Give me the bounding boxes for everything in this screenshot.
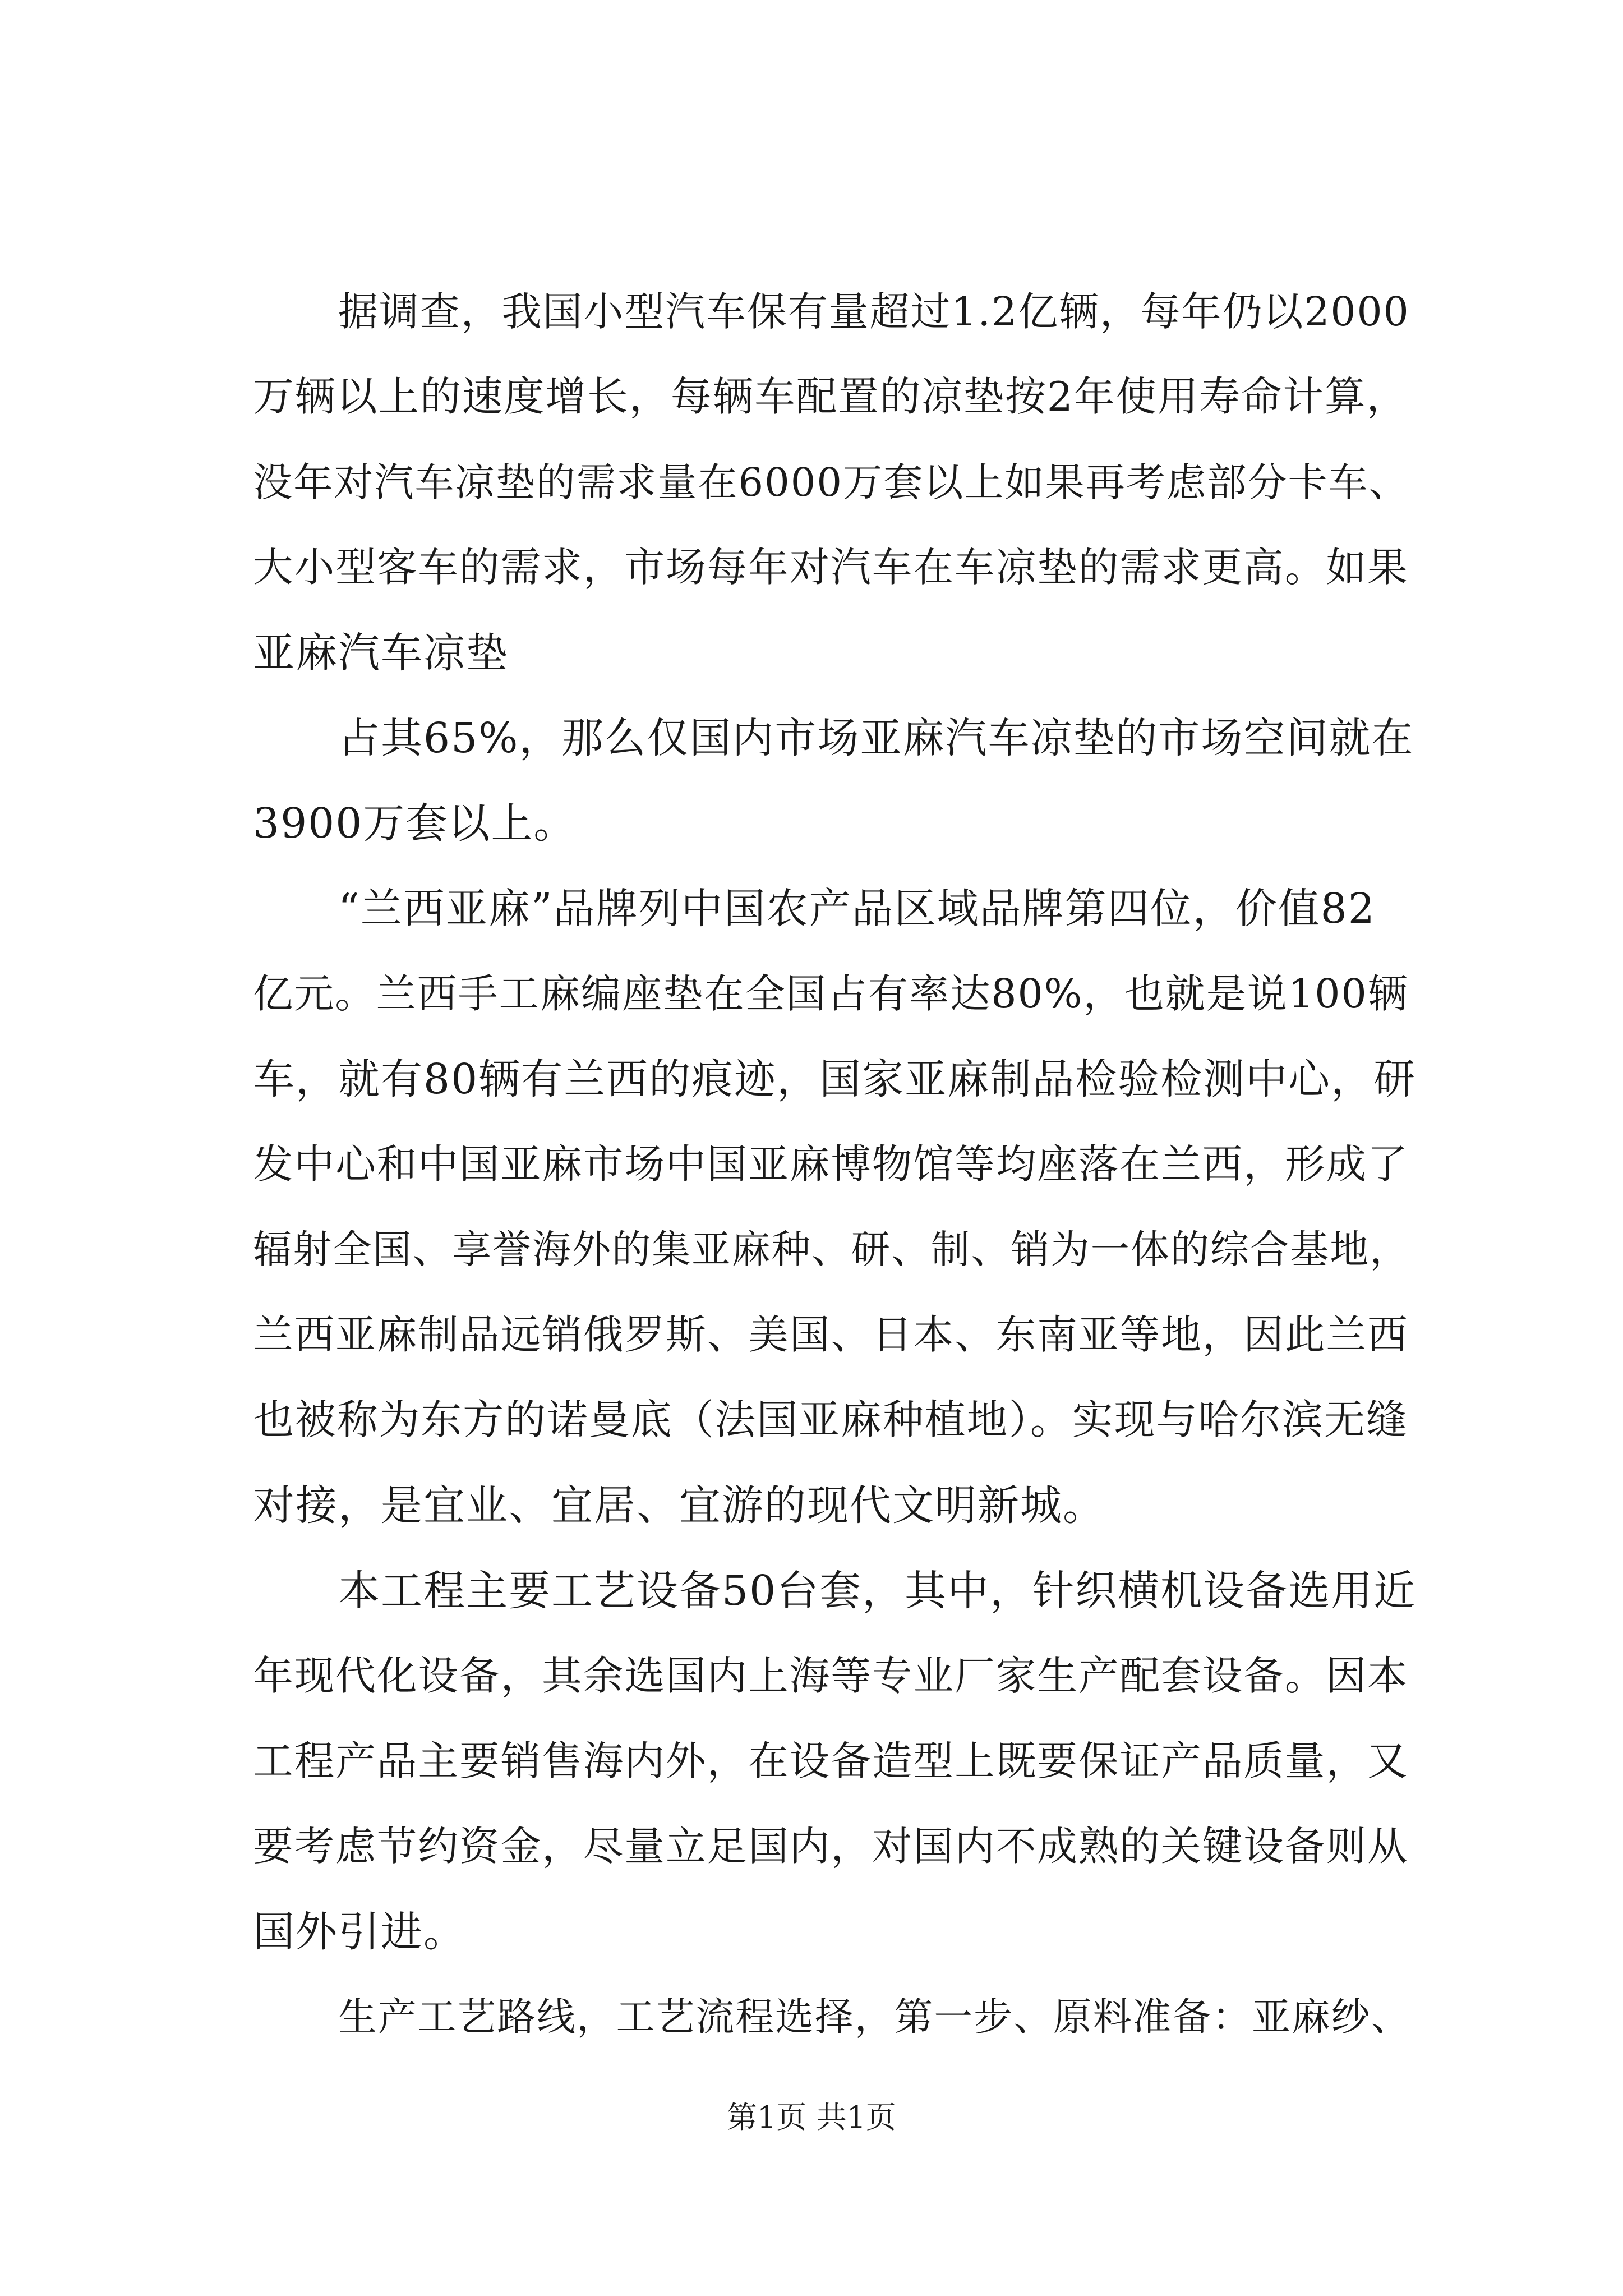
paragraph-2-line-1: 占其65%，那么仅国内市场亚麻汽车凉垫的市场空间就在: [338, 714, 1414, 762]
paragraph-3-line-5: 辐射全国、享誉海外的集亚麻种、研、制、销为一体的综合基地，: [253, 1227, 1410, 1272]
paragraph-4-line-2: 年现代化设备，其余选国内上海等专业厂家生产配套设备。因本: [253, 1653, 1409, 1699]
paragraph-1-line-1: 据调查，我国小型汽车保有量超过1.2亿辆，每年仍以2000: [338, 288, 1410, 335]
paragraph-4-line-5: 国外引进。: [253, 1908, 466, 1956]
paragraph-1-line-3: 没年对汽车凉垫的需求量在6000万套以上如果再考虑部分卡车、: [253, 459, 1409, 505]
page-footer: [0, 2098, 1623, 2137]
document-body: [253, 269, 1419, 2060]
paragraph-4-line-3: 工程产品主要销售海内外，在设备造型上既要保证产品质量，又: [253, 1738, 1409, 1784]
page-number-label: 第1页 共1页: [727, 2100, 896, 2135]
paragraph-5-line-1: 生产工艺路线，工艺流程选择，第一步、原料准备：亚麻纱、: [338, 1995, 1411, 2040]
paragraph-3-line-4: 发中心和中国亚麻市场中国亚麻博物馆等均座落在兰西，形成了: [253, 1141, 1409, 1188]
paragraph-3-line-3: 车，就有80辆有兰西的痕迹，国家亚麻制品检验检测中心，研: [253, 1055, 1417, 1103]
paragraph-3-line-2: 亿元。兰西手工麻编座垫在全国占有率达80%，也就是说100辆: [253, 970, 1409, 1017]
paragraph-3-line-7: 也被称为东方的诺曼底（法国亚麻种植地）。实现与哈尔滨无缝: [253, 1396, 1408, 1444]
paragraph-1-line-4: 大小型客车的需求，市场每年对汽车在车凉垫的需求更高。如果: [253, 544, 1409, 591]
paragraph-3-line-8: 对接，是宜业、宜居、宜游的现代文明新城。: [253, 1481, 1105, 1530]
paragraph-1-line-5: 亚麻汽车凉垫: [253, 629, 509, 677]
paragraph-1-line-2: 万辆以上的速度增长，每辆车配置的凉垫按2年使用寿命计算，: [253, 374, 1409, 421]
paragraph-2-line-2: 3900万套以上。: [253, 799, 577, 848]
paragraph-3-line-6: 兰西亚麻制品远销俄罗斯、美国、日本、东南亚等地，因此兰西: [253, 1312, 1409, 1358]
paragraph-4-line-4: 要考虑节约资金，尽量立足国内，对国内不成熟的关键设备则从: [253, 1823, 1409, 1870]
paragraph-3-line-1: “兰西亚麻”品牌列中国农产品区域品牌第四位，价值82: [338, 885, 1376, 933]
paragraph-4-line-1: 本工程主要工艺设备50台套，其中，针织横机设备选用近: [338, 1567, 1417, 1615]
